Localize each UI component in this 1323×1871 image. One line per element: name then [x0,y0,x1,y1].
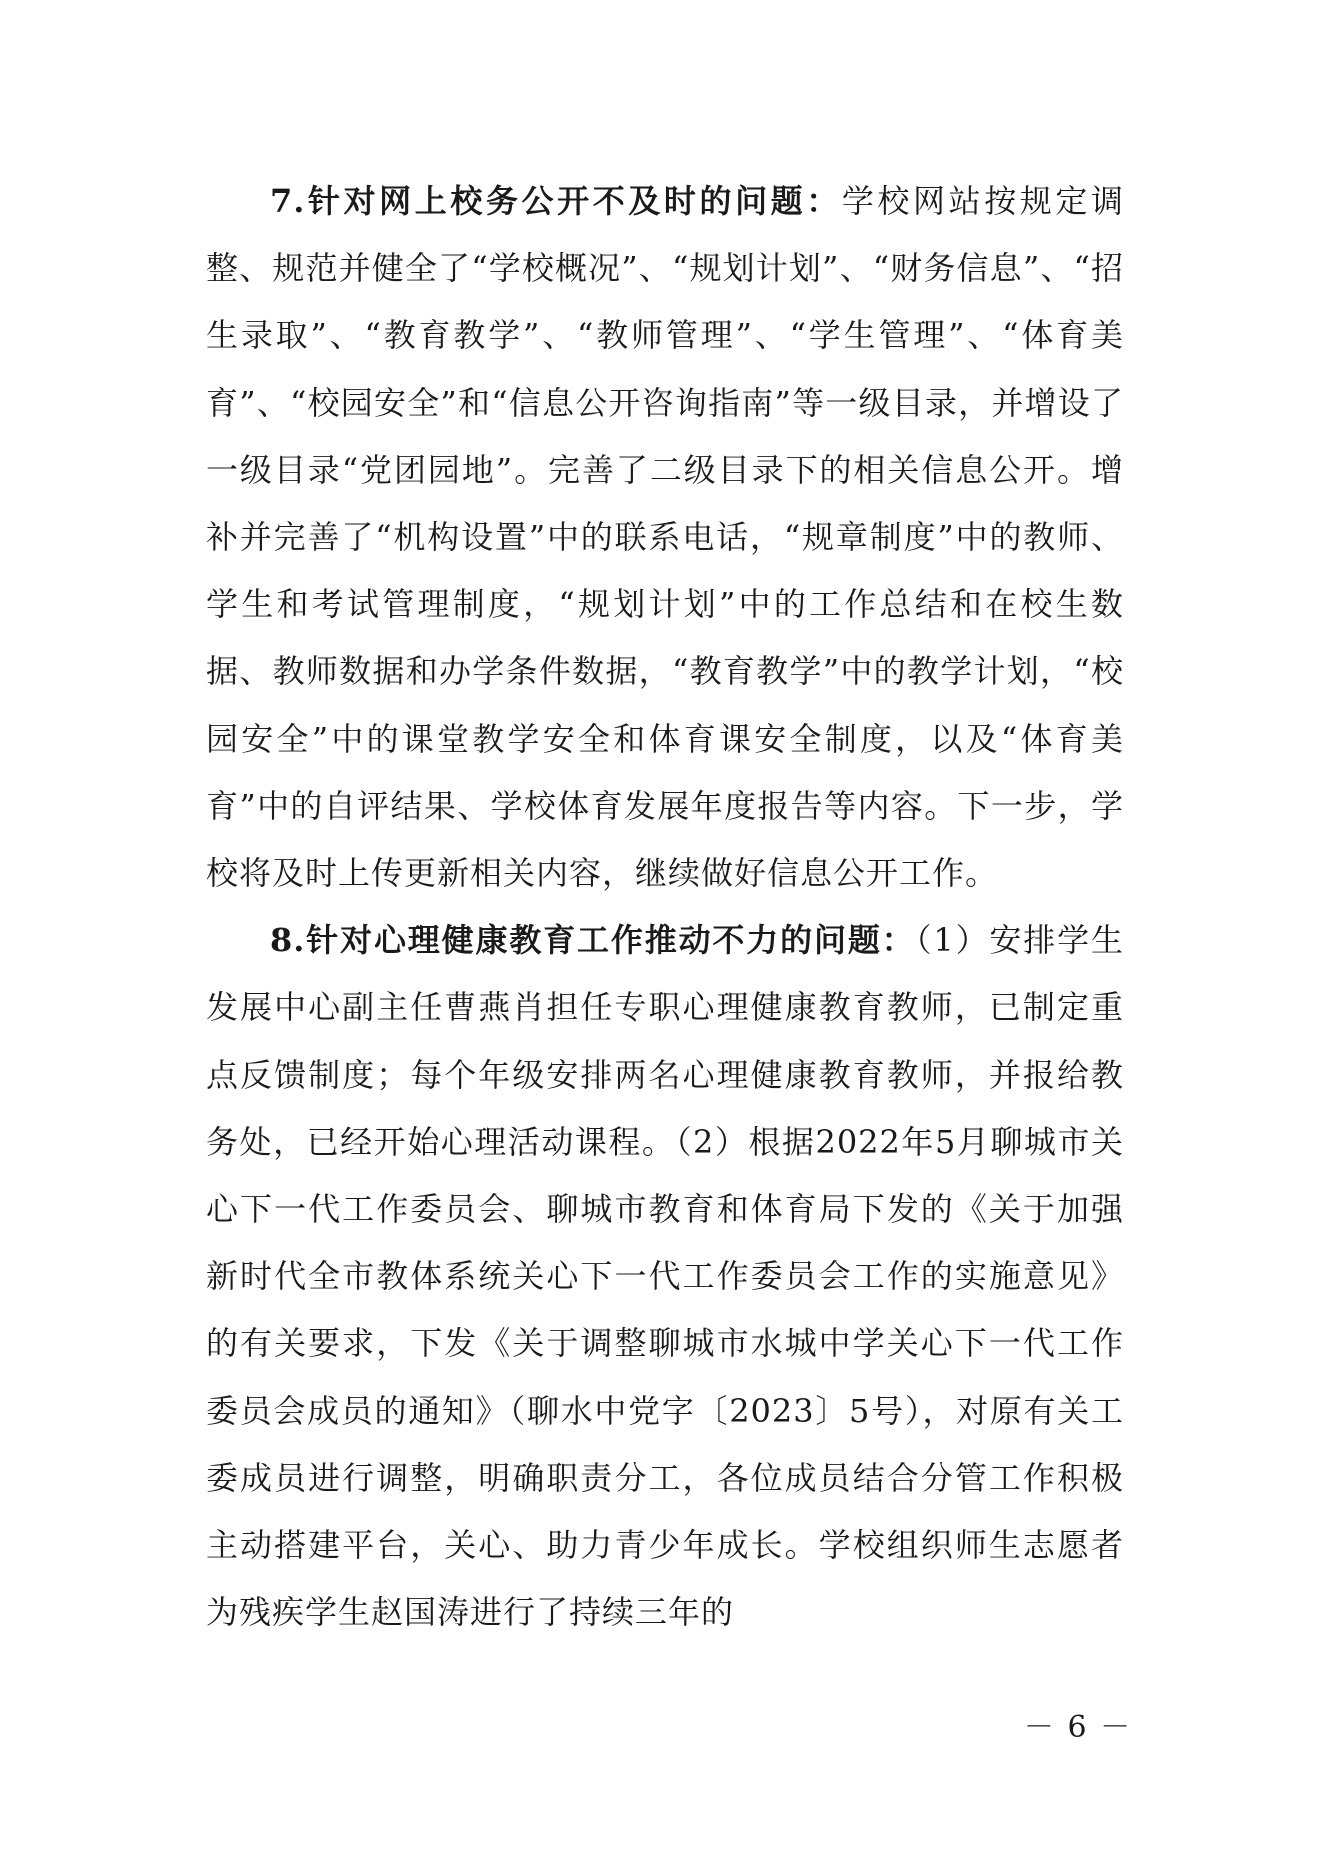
page-number: － 6 － [1023,1710,1133,1745]
paragraph-8-body: （1）安排学生发展中心副主任曹燕肖担任专职心理健康教育教师，已制定重点反馈制度；每个年级安排两名心理健康教育教师，并报给教务处，已经开始心理活动课程。（2）根据2022年5月聊城市关心下一代工作委员会、聊城市教育和体育局下发的《关于加强新时代全市教体系统关心下一代工作委员会工作的实施意见》的有关要求，下发《关于调整聊城市水城中学关心下一代工作委员会成员的通知》（聊水中党字〔2023〕5号），对原有关工委成员进行调整，明确职责分工，各位成员结合分管工作积极主动搭建平台，关心、助力青少年成长。学校组织师生志愿者为残疾学生赵国涛进行了持续三年的 [206,921,1124,1632]
paragraph-7-body: 学校网站按规定调整、规范并健全了“学校概况”、“规划计划”、“财务信息”、“招生录取”、“教育教学”、“教师管理”、“学生管理”、“体育美育”、“校园安全”和“信息公开咨询指南”等一级目录，并增设了一级目录“党团园地”。完善了二级目录下的相关信息公开。增补并完善了“机构设置”中的联系电话，“规章制度”中的教师、学生和考试管理制度，“规划计划”中的工作总结和在校生数据、教师数据和办学条件数据，“教育教学”中的教学计划，“校园安全”中的课堂教学安全和体育课安全制度，以及“体育美育”中的自评结果、学校体育发展年度报告等内容。下一步，学校将及时上传更新相关内容，继续做好信息公开工作。 [206,182,1124,893]
document-body [206,168,1124,1646]
paragraph-7 [206,168,1124,907]
paragraph-8-heading: 8.针对心理健康教育工作推动不力的问题： [270,921,916,960]
paragraph-7-heading: 7.针对网上校务公开不及时的问题： [270,182,842,220]
paragraph-8 [206,907,1124,1646]
